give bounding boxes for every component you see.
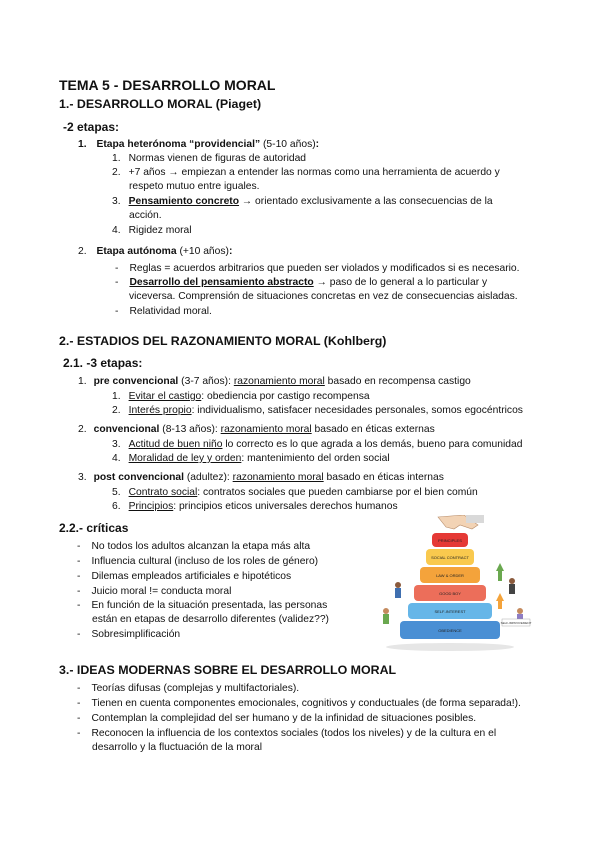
idea-item: - Tienen en cuenta componentes emocionales, cognitivos y conductuales (de forma separada!).	[77, 698, 521, 709]
kohlberg-stage: 5. Contrato social: contratos sociales que pueden cambiarse por el bien común	[112, 487, 478, 498]
list-item-continuation: acción.	[129, 210, 162, 221]
list-item: - Relatividad moral.	[115, 306, 212, 317]
critica-item: - No todos los adultos alcanzan la etapa más alta	[77, 541, 311, 552]
stage-heteronoma	[78, 138, 319, 151]
person-icon	[509, 584, 515, 594]
kohlberg-stage: 1. Evitar el castigo: obediencia por castigo recompensa	[112, 391, 370, 402]
critica-item: - Sobresimplificación	[77, 629, 181, 640]
criticas-heading: 2.2.- críticas	[59, 521, 129, 535]
kohlberg-pyramid-figure	[380, 515, 532, 655]
list-number: 2.	[78, 246, 87, 257]
arrow-up-icon	[496, 563, 504, 571]
base-shadow	[386, 643, 514, 651]
tier-label: SOCIAL CONTRACT	[431, 555, 469, 560]
arrow-up-icon	[498, 571, 502, 581]
stage-colon: :	[228, 246, 233, 257]
kohlberg-level: 3. post convencional (adultez): razonamiento moral basado en éticas internas	[78, 472, 444, 483]
kohlberg-level: 2. convencional (8-13 años): razonamiento moral basado en éticas externas	[78, 424, 435, 435]
critica-item: - Juicio moral != conducta moral	[77, 586, 232, 597]
list-number: 1.	[78, 139, 87, 150]
tier-label: SELF-INTEREST	[434, 609, 466, 614]
idea-item: - Teorías difusas (complejas y multifactoriales).	[77, 683, 300, 694]
person-icon	[395, 582, 401, 588]
list-item: 3. Pensamiento concreto → orientado exclusivamente a las consecuencias de la	[112, 196, 493, 207]
person-icon	[383, 608, 389, 614]
list-item-continuation: viceversa. Comprensión de situaciones concretas en vez de consecuencias aisladas.	[129, 291, 518, 302]
arrow-up-icon	[498, 601, 502, 609]
stage-autonoma	[78, 245, 232, 258]
kohlberg-stage: 6. Principios: principios eticos universales derechos humanos	[112, 501, 398, 512]
stage-name: Etapa autónoma	[96, 246, 177, 257]
idea-item-continuation: desarrollo y la fluctuación de la moral	[92, 742, 262, 753]
section-1-heading: 1.- DESARROLLO MORAL (Piaget)	[59, 97, 262, 111]
critica-item: - Influencia cultural (incluso de los roles de género)	[77, 556, 319, 567]
stage-age: (5-10 años)	[263, 139, 316, 150]
kohlberg-stage: 2. Interés propio: individualismo, satisfacer necesidades personales, somos egocéntricos	[112, 405, 523, 416]
list-item: 2. +7 años → empiezan a entender las normas como una herramienta de acuerdo y	[112, 167, 500, 178]
list-item: - Desarrollo del pensamiento abstracto → paso de lo general a lo particular y	[115, 277, 488, 288]
list-item-continuation: respeto mutuo entre iguales.	[129, 181, 260, 192]
person-icon	[395, 588, 401, 598]
section-3-heading: 3.- IDEAS MODERNAS SOBRE EL DESARROLLO MORAL	[59, 663, 397, 677]
tier-label: PRINCIPLES	[438, 538, 462, 543]
section-2-heading: 2.- ESTADIOS DEL RAZONAMIENTO MORAL (Kohlberg)	[59, 334, 387, 348]
arrow-up-icon	[496, 593, 504, 601]
idea-item: - Contemplan la complejidad del ser humano y de la infinidad de situaciones posibles.	[77, 713, 477, 724]
page-title: TEMA 5 - DESARROLLO MORAL	[59, 77, 276, 93]
tier-label: LAW & ORDER	[436, 573, 464, 578]
kohlberg-stage: 4. Moralidad de ley y orden: mantenimiento del orden social	[112, 453, 390, 464]
section-1-subheading: -2 etapas:	[63, 120, 120, 134]
stage-age: (+10 años)	[179, 246, 229, 257]
tier-label: GOOD BOY	[439, 591, 461, 596]
stage-colon: :	[315, 139, 320, 150]
critica-item: - En función de la situación presentada, las personas	[77, 600, 328, 611]
stage-name: Etapa heterónoma “providencial”	[96, 139, 261, 150]
sleeve-icon	[466, 515, 484, 523]
section-2-subheading: 2.1. -3 etapas:	[63, 356, 143, 370]
tier-label: OBEDIENCE	[438, 628, 462, 633]
person-icon	[509, 578, 515, 584]
person-icon	[383, 614, 389, 624]
person-icon	[517, 608, 523, 614]
idea-item: - Reconocen la influencia de los contextos sociales (todos los niveles) y de la cultura en el	[77, 728, 497, 739]
kohlberg-stage: 3. Actitud de buen niño lo correcto es lo que agrada a los demás, bueno para comunidad	[112, 439, 523, 450]
kohlberg-level: 1. pre convencional (3-7 años): razonamiento moral basado en recompensa castigo	[78, 376, 471, 387]
list-item: - Reglas = acuerdos arbitrarios que pueden ser violados y modificados si es necesario.	[115, 263, 520, 274]
list-item: 1. Normas vienen de figuras de autoridad	[112, 153, 307, 164]
note-text: SELF-IMPROVEMENT	[500, 621, 532, 625]
list-item: 4. Rigidez moral	[112, 225, 192, 236]
critica-item-continuation: están en etapas de desarrollo diferentes (validez??)	[92, 614, 329, 625]
critica-item: - Dilemas empleados artificiales e hipotéticos	[77, 571, 292, 582]
